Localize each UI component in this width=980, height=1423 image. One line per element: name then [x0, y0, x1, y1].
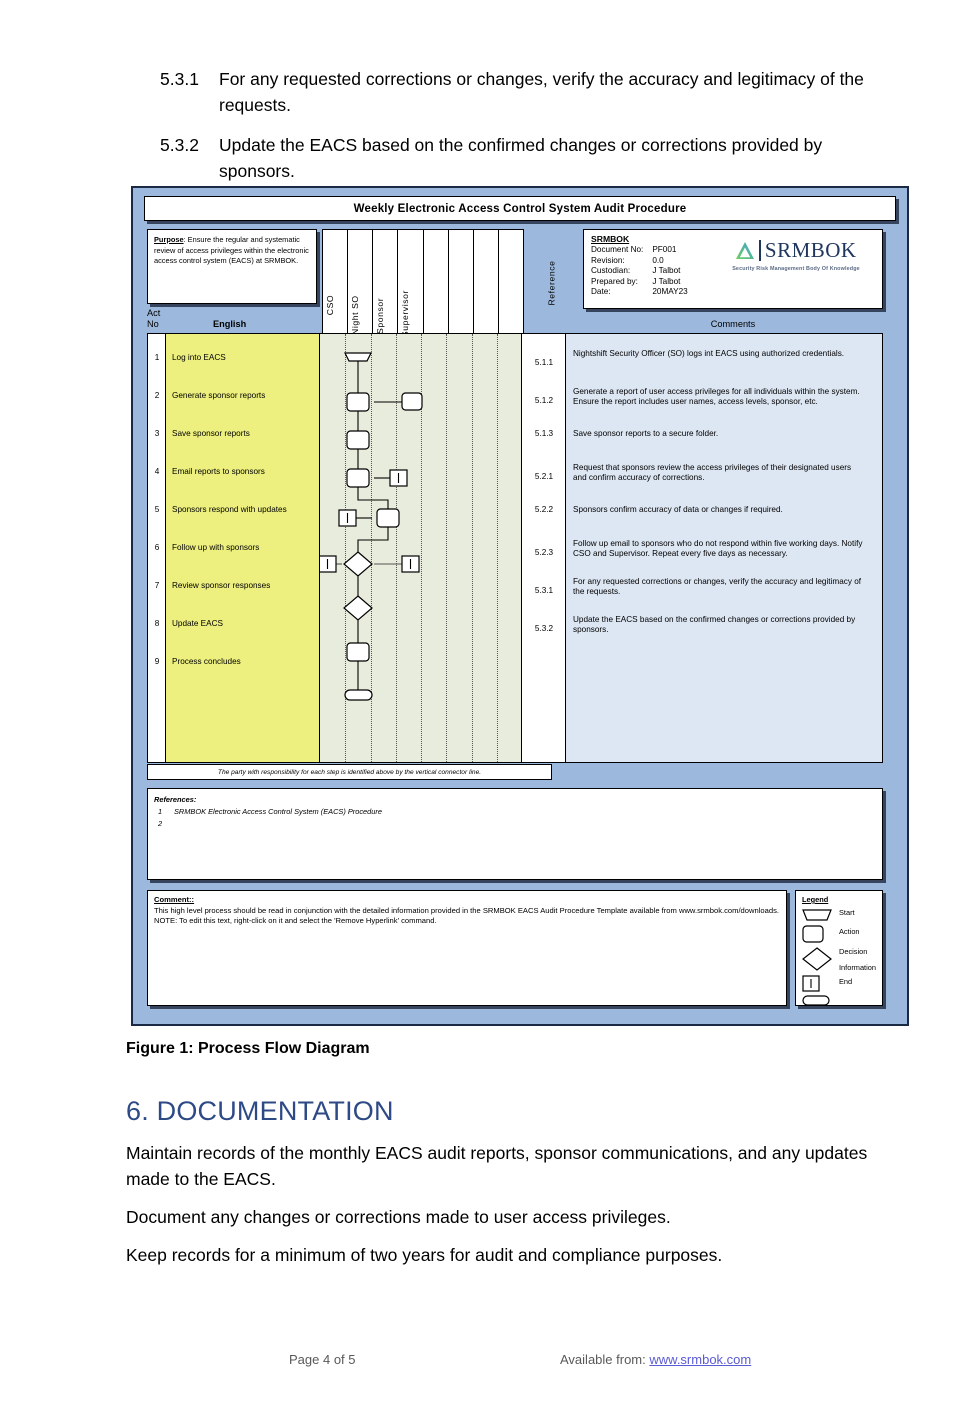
reference-label-text: Reference [547, 259, 557, 306]
info-value: J Talbot [652, 266, 681, 276]
activity-number: 1 [154, 353, 160, 362]
logo-divider [759, 240, 761, 261]
column-activity-no [148, 334, 166, 762]
table-row [591, 287, 688, 297]
action-shape [347, 431, 369, 449]
table-row [591, 266, 688, 276]
table-row [591, 245, 688, 255]
reference-number: 5.1.3 [534, 429, 554, 438]
info-key: Date: [591, 287, 611, 297]
lane-header-sunday-night-so [348, 230, 373, 335]
lane-header-empty-5 [424, 230, 449, 335]
action-shape [347, 469, 369, 487]
info-value: 20MAY23 [652, 287, 688, 297]
purpose-label: Purpose [154, 235, 184, 244]
action-shape [347, 643, 369, 661]
info-title: SRMBOK [591, 234, 630, 244]
lane-header-access-sponsor [373, 230, 398, 335]
activity-number: 2 [154, 391, 160, 400]
purpose-box [147, 229, 317, 304]
comment-panel [147, 890, 787, 1006]
column-activity-english [166, 334, 320, 762]
column-header-act-no [147, 308, 160, 330]
section-paragraphs [126, 1140, 874, 1280]
column-header-comments: Comments [710, 319, 756, 329]
activity-label: Process concludes [172, 657, 241, 666]
list-item [157, 66, 897, 118]
legend-label-end: End [839, 977, 853, 986]
legend-label-information: Information [839, 963, 876, 972]
diagram-title-bar [144, 196, 896, 221]
lane-header-security-supervisor [398, 230, 423, 335]
reference-number: 5.2.1 [534, 472, 554, 481]
triangle-logo-icon [735, 241, 755, 260]
information-shape [320, 556, 336, 572]
swimlane-header-row [322, 229, 524, 336]
activity-number: 7 [154, 581, 160, 590]
activity-number: 8 [154, 619, 160, 628]
reference-column-label [530, 229, 574, 336]
column-comments [566, 334, 882, 762]
lane-header-empty-8 [499, 230, 523, 335]
process-table [147, 333, 883, 763]
list-item [157, 132, 897, 184]
comment-line-2: NOTE: To edit this text, right-click on it and select the 'Remove Hyperlink' command. [154, 916, 437, 926]
comment-text: Save sponsor reports to a secure folder. [573, 429, 719, 438]
paragraph: Maintain records of the monthly EACS audit reports, sponsor communications, and any updates made to the EACS. [126, 1143, 868, 1189]
comment-line-1: This high level process should be read in conjunction with the detailed information provided in the SRMBOK EACS Audit Procedure Template available from www.srmbok.com/downloads. [154, 905, 779, 915]
decision-shape-icon [802, 947, 832, 971]
comment-text: Follow up email to sponsors who do not respond within five working days. Notify CSO and Supervisor. Repeat every five days as necessary. [573, 539, 863, 558]
action-shape [347, 393, 369, 411]
comment-text: Update the EACS based on the confirmed changes or corrections provided by sponsors. [573, 615, 856, 634]
step-number: 5.3.1 [160, 69, 199, 89]
purpose-text: : Ensure the regular and systematic review of access privileges within the electronic access control system (EACS) at SRMBOK. [154, 235, 309, 266]
activity-number: 5 [154, 505, 160, 514]
reference-text: SRMBOK Electronic Access Control System (EACS) Procedure [174, 807, 382, 816]
info-value: 0.0 [652, 255, 664, 265]
activity-label: Generate sponsor reports [172, 391, 266, 400]
activity-number: 4 [154, 467, 160, 476]
lane-header-empty-7 [474, 230, 499, 335]
comment-title: Comment:: [154, 895, 195, 904]
step-text: Update the EACS based on the confirmed changes or corrections provided by sponsors. [219, 135, 823, 181]
diagram-title: Weekly Electronic Access Control System Audit Procedure [353, 202, 687, 215]
info-value: J Talbot [652, 276, 681, 286]
table-row [591, 277, 688, 287]
column-swimlanes [320, 334, 522, 762]
srmbok-logo [720, 240, 872, 274]
information-shape [402, 556, 419, 572]
reference-number: 5.3.2 [534, 624, 554, 633]
end-shape-icon [802, 995, 830, 1006]
legend-panel [795, 890, 883, 1006]
logo-tagline: Security Risk Management Body Of Knowledge [732, 266, 860, 272]
comment-text: Sponsors confirm accuracy of data or changes if required. [573, 505, 783, 514]
legend-label-decision: Decision [839, 947, 868, 956]
info-key: Revision: [591, 255, 625, 265]
lane-label: CSO [325, 294, 336, 316]
activity-label: Email reports to sponsors [172, 467, 265, 476]
start-shape [345, 353, 371, 361]
action-shape [402, 393, 422, 410]
info-key: Prepared by: [591, 276, 638, 286]
table-row [591, 256, 688, 266]
step-text: For any requested corrections or changes, verify the accuracy and legitimacy of the requests. [219, 69, 864, 115]
flowchart-shapes [320, 334, 522, 764]
legend-title: Legend [802, 895, 829, 904]
comment-text: Generate a report of user access privileges for all individuals within the system. Ensure the report includes user names, access levels, sponsor, etc. [573, 387, 860, 406]
reference-index: 2 [158, 819, 163, 828]
reference-number: 5.1.1 [534, 358, 554, 367]
activity-label: Log into EACS [172, 353, 226, 362]
reference-number: 5.2.3 [534, 548, 554, 557]
information-shape-icon [802, 975, 820, 992]
activity-number: 6 [154, 543, 160, 552]
references-list [154, 806, 882, 828]
logo-wordmark: SRMBOK [764, 238, 857, 262]
info-value: PF001 [652, 245, 677, 255]
paragraph: Keep records for a minimum of two years for audit and compliance purposes. [126, 1245, 723, 1265]
page-number: Page 4 of 5 [289, 1352, 356, 1367]
paragraph: Document any changes or corrections made to user access privileges. [126, 1207, 671, 1227]
column-header-no: No [147, 319, 159, 329]
available-label: Available from: [560, 1352, 646, 1367]
info-key: Document No: [591, 245, 644, 255]
list-item [158, 806, 882, 818]
info-table [591, 245, 688, 297]
srmbok-website-link[interactable]: www.srmbok.com [649, 1352, 752, 1367]
step-number: 5.3.2 [160, 135, 199, 155]
activity-number: 9 [154, 657, 160, 666]
decision-shape [344, 596, 372, 620]
activity-label: Review sponsor responses [172, 581, 271, 590]
comment-text: For any requested corrections or changes, verify the accuracy and legitimacy of the requests. [573, 577, 862, 596]
activity-label: Sponsors respond with updates [172, 505, 287, 514]
reference-index: 1 [158, 807, 163, 816]
decision-shape [344, 552, 372, 576]
lane-header-cso [323, 230, 348, 335]
activity-label: Save sponsor reports [172, 429, 250, 438]
start-shape-icon [802, 909, 832, 921]
numbered-steps-list [157, 66, 897, 198]
info-key: Custodian: [591, 266, 631, 276]
section-heading: 6. DOCUMENTATION [126, 1096, 394, 1126]
legend-label-start: Start [839, 908, 855, 917]
references-title: References: [154, 795, 197, 804]
lane-header-empty-6 [449, 230, 474, 335]
diagram-footnote [147, 764, 552, 780]
information-shape [339, 510, 356, 526]
reference-number: 5.3.1 [534, 586, 554, 595]
footnote-text: The party with responsibility for each step is identified above by the vertical connector line. [217, 768, 482, 776]
action-shape [377, 509, 399, 527]
availability-note [560, 1352, 751, 1367]
information-shape [390, 470, 407, 486]
comment-text: Request that sponsors review the access privileges of their designated users and confirm accuracy of corrections. [573, 463, 852, 482]
reference-number: 5.1.2 [534, 396, 554, 405]
column-header-english: English [213, 319, 247, 329]
figure-caption: Figure 1: Process Flow Diagram [126, 1040, 370, 1057]
document-info-box [583, 229, 883, 309]
activity-label: Follow up with sponsors [172, 543, 260, 552]
column-header-act: Act [147, 308, 161, 318]
legend-label-action: Action [839, 927, 860, 936]
activity-number: 3 [154, 429, 160, 438]
references-panel [147, 788, 883, 880]
activity-label: Update EACS [172, 619, 223, 628]
column-reference [522, 334, 566, 762]
comment-text: Nightshift Security Officer (SO) logs int EACS using authorized credentials. [573, 349, 845, 358]
action-shape-icon [802, 925, 824, 943]
end-shape [345, 690, 372, 700]
process-flow-diagram [131, 186, 909, 1026]
reference-number: 5.2.2 [534, 505, 554, 514]
